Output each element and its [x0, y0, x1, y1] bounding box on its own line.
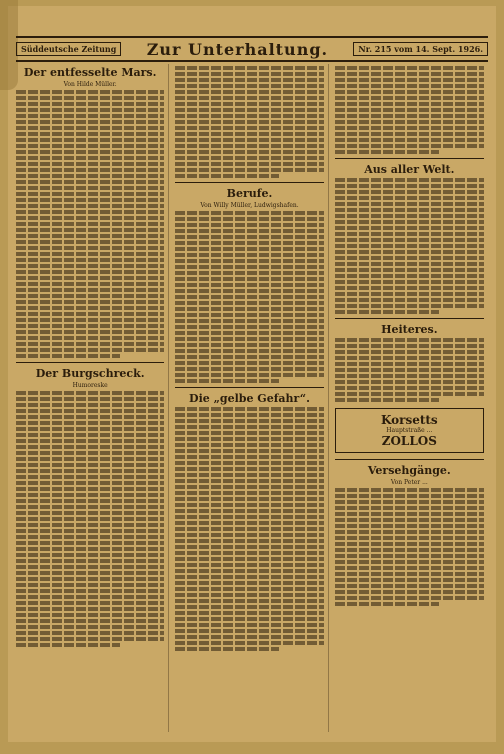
columns [16, 64, 488, 732]
divider [16, 362, 164, 363]
column-3 [335, 64, 488, 732]
ad-line2: ZOLLOS [381, 434, 437, 448]
advertisement [335, 408, 484, 453]
article-body [335, 338, 484, 402]
divider [335, 318, 484, 319]
article-body [175, 407, 323, 651]
article-body [16, 391, 164, 647]
divider [335, 158, 484, 159]
masthead [16, 36, 488, 62]
article-title: Der entfesselte Mars. [23, 66, 157, 79]
article-title: Berufe. [226, 187, 273, 200]
article-byline: Von Willy Müller, Ludwigshafen. [200, 202, 299, 209]
article-body [335, 488, 484, 606]
divider [175, 387, 323, 388]
article-body [16, 90, 164, 358]
article-body [335, 66, 484, 154]
article-title: Versehgänge. [367, 464, 451, 477]
ad-line3: Hauptstraße ... [386, 427, 433, 434]
article-title: Die „gelbe Gefahr“. [189, 392, 310, 405]
column-2 [175, 64, 328, 732]
article-byline: Von Hilde Müller. [63, 81, 117, 88]
column-1 [16, 64, 169, 732]
masthead-title: Zur Unterhaltung. [146, 39, 329, 59]
divider [335, 459, 484, 460]
masthead-left-box: Süddeutsche Zeitung [16, 42, 121, 56]
article-title: Aus aller Welt. [364, 163, 455, 176]
article-body [175, 211, 323, 383]
article-body [335, 178, 484, 314]
masthead-right-box: Nr. 215 vom 14. Sept. 1926. [353, 42, 488, 56]
article-title: Heiteres. [381, 323, 438, 336]
ad-line1: Korsetts [380, 413, 438, 427]
divider [175, 182, 323, 183]
article-title: Der Burgschreck. [35, 367, 145, 380]
article-byline: Von Peter ... [390, 479, 428, 486]
newspaper-page [8, 6, 496, 742]
article-body [175, 66, 323, 178]
article-byline: Humoreske [72, 382, 108, 389]
